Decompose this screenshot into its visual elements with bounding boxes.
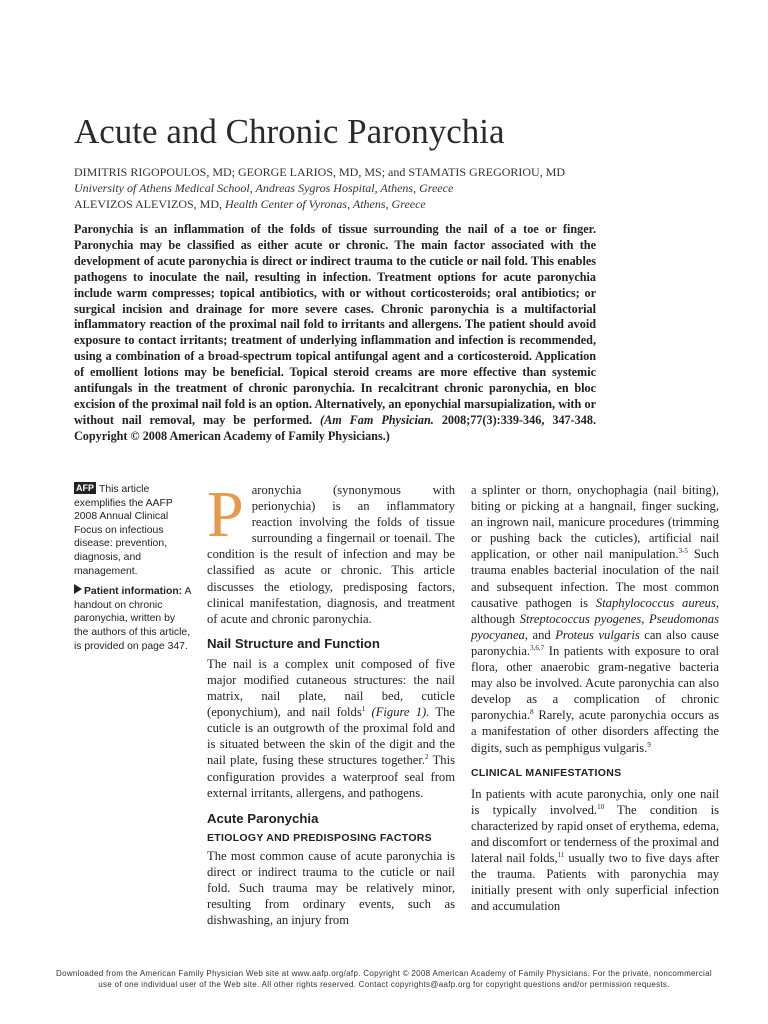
abstract-citation-journal: (Am Fam Physician. [320, 412, 434, 427]
author-affiliation-2: Health Center of Vyronas, Athens, Greece [225, 197, 426, 211]
footer-line-2: use of one individual user of the Web site. All other rights reserved. Contact copyrights@aafp.org for copyright questions and/or permission requests. [98, 980, 670, 989]
footer-line-1: Downloaded from the American Family Physician Web site at www.aafp.org/afp. Copyright © 2008 American Academy of Family Physicians. For the private, noncommercial [56, 969, 712, 978]
col2-text: Rarely, acute paronychia occurs as a manifestation of other disorders affecting the digits, such as pemphigus vulgaris. [471, 708, 719, 755]
copyright-footer [0, 968, 768, 990]
patient-info-label: Patient information: [84, 586, 183, 598]
clinical-focus-note [74, 482, 192, 578]
col2-text: a splinter or thorn, onychophagia (nail biting), biting or picking at a hangnail, finger sucking, an ingrown nail, manicure procedures (trimming or pushing back the cuticles), artificial nail application, or other nail manipulation. [471, 483, 719, 562]
triangle-arrow-icon [74, 584, 82, 594]
citation-ref: 8 [530, 708, 534, 717]
citation-ref: 3,6,7 [530, 643, 545, 652]
abstract-body: Paronychia is an inflammation of the folds of tissue surrounding the nail of a toe or finger. Paronychia may be classified as either acute or chronic. The main factor associated with the development of acute paronychia is direct or indirect trauma to the cuticle or nail fold. This enables pathogens to inoculate the nail, resulting in infection. Treatment options for acute paronychia include warm compresses; topical antibiotics, with or without corticosteroids; oral antibiotics; or surgical incision and drainage for more severe cases. Chronic paronychia is a multifactorial inflammatory reaction of the proximal nail fold to irritants and allergens. The patient should avoid exposure to contact irritants; treatment of underlying inflammation and infection is recommended, using a combination of a broad-spectrum topical antifungal agent and a corticosteroid. Application of emollient lotions may be beneficial. Topical steroid creams are more effective than systemic antifungals in the treatment of chronic paronychia. In recalcitrant chronic paronychia, en bloc excision of the proximal nail fold is an option. Alternatively, an eponychial marsupialization, with or without nail removal, may be performed. [74, 222, 596, 427]
author-name: ALEVIZOS ALEVIZOS, MD, [74, 197, 222, 211]
col2-text: In patients with acute paronychia, only one nail is typically involved. [471, 786, 719, 817]
heading-nail-structure: Nail Structure and Function [207, 635, 380, 651]
afp-logo-icon: AFP [76, 483, 94, 493]
col2-text: In patients with exposure to oral flora, other anaerobic gram-negative bacteria may also be involved. Acute paronychia can also develop as a complication of chronic paronychia. [471, 643, 719, 723]
clinical-focus-text: This article exemplifies the AAFP 2008 Annual Clinical Focus on infectious disease: prevention, diagnosis, and management. [74, 484, 173, 577]
body-column-1 [207, 478, 456, 928]
drop-cap: P [207, 478, 244, 551]
etiology-continued-paragraph [471, 482, 719, 756]
heading-etiology: ETIOLOGY AND PREDISPOSING FACTORS [207, 831, 432, 844]
col2-text: Such trauma enables bacterial inoculation of the nail and subsequent infection. The most common causative pathogen is [471, 547, 719, 610]
sidebar-notes [74, 482, 192, 653]
heading-acute-paronychia: Acute Paronychia [207, 810, 319, 826]
etiology-paragraph: The most common cause of acute paronychia is direct or indirect trauma to the cuticle or nail fold. Such trauma may be relatively minor, resulting from ordinary events, such as dishwashing, an injury from [207, 848, 455, 928]
citation-ref: 9 [647, 740, 651, 749]
intro-text: aronychia (synonymous with perionychia) is an inflammatory reaction involving the folds of tissue surrounding a fingernail or toenail. The condition is the result of infection and may be classified as acute or chronic. This article discusses the etiology, predisposing factors, clinical manifestation, diagnosis, and treatment of acute and chronic paronychia. [207, 483, 455, 626]
col2-text: usually two to five days after the trauma. Patients with paronychia may initially present with only superficial infection and accumulation [471, 850, 719, 914]
col2-text: although [471, 611, 516, 626]
article-title: Acute and Chronic Paronychia [74, 112, 505, 151]
citation-ref: 3-5 [678, 547, 688, 556]
author-affiliation: University of Athens Medical School, Andreas Sygros Hospital, Athens, Greece [74, 181, 454, 195]
col2-text: and [532, 627, 551, 642]
nail-text-1: The nail is a complex unit composed of five major modified cutaneous structures: the nail matrix, nail plate, nail bed, cuticle (eponychium), and nail folds [207, 656, 455, 720]
citation-ref: 2 [425, 753, 429, 762]
nail-text-2: The cuticle is an outgrowth of the proximal fold and is situated between the skin of the digit and the nail plate, fusing these structures together. [207, 705, 456, 768]
citation-ref: 10 [597, 802, 605, 811]
citation-ref: 1 [361, 705, 366, 714]
author-block [74, 164, 694, 212]
abstract-citation: 2008;77(3):339-346, 347-348. Copyright © 2008 American Academy of Family Physicians.) [74, 412, 597, 443]
col2-text: can also cause paronychia. [471, 627, 720, 658]
intro-paragraph [207, 478, 455, 627]
nail-text-3: This configuration provides a waterproof seal from external irritants, allergens, and pathogens. [207, 753, 455, 800]
nail-paragraph [207, 656, 455, 801]
pathogen-name: Proteus vulgaris [555, 627, 640, 642]
clinical-paragraph [471, 786, 719, 915]
figure-reference: (Figure 1). [371, 705, 430, 720]
body-column-2 [471, 482, 719, 914]
col2-text: The condition is characterized by rapid onset of erythema, edema, and discomfort or tenderness of the proximal and lateral nail folds, [471, 802, 719, 865]
pathogen-name: Staphylococcus aureus, [595, 595, 720, 610]
citation-ref: 11 [557, 850, 565, 859]
abstract [74, 222, 596, 445]
patient-info-text: A handout on chronic paronychia, written by the authors of this article, is provided on page 347. [74, 586, 191, 652]
patient-info-note [74, 584, 192, 653]
pathogen-name: Streptococcus pyogenes, Pseudomonas pyocyanea, [471, 611, 719, 642]
author-names: DIMITRIS RIGOPOULOS, MD; GEORGE LARIOS, MD, MS; and STAMATIS GREGORIOU, MD [74, 165, 566, 179]
heading-clinical-manifestations: CLINICAL MANIFESTATIONS [471, 766, 622, 779]
